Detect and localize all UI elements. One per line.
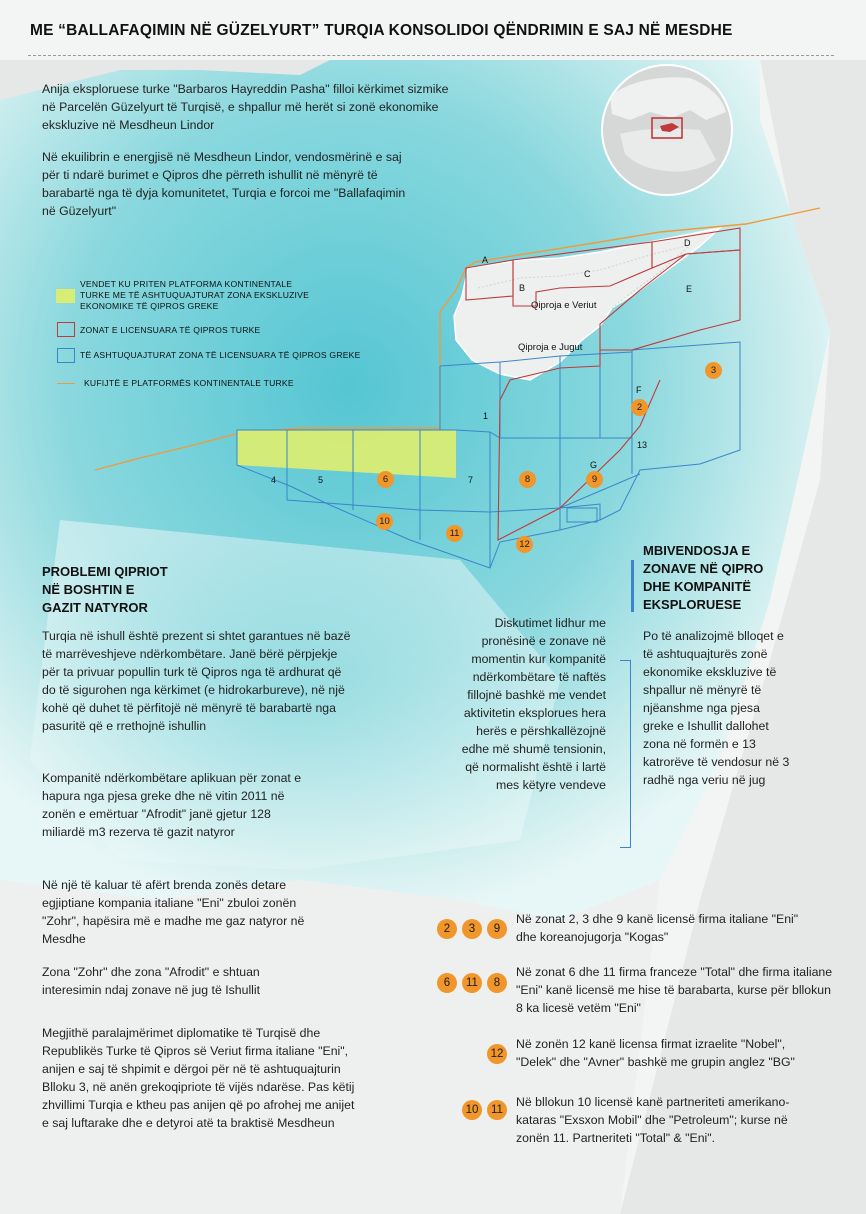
legend-turkish-label: ZONAT E LICENSUARA TË QIPROS TURKE — [80, 325, 261, 335]
label-zone-1: 1 — [483, 411, 489, 421]
label-zone-c: C — [584, 269, 591, 279]
label-zone-e: E — [686, 284, 693, 294]
info-text: Në zonën 12 kanë licensa firmat izraelite "Nobel", "Delek" dhe "Avner" bashkë me grupin anglez "BG" — [516, 1037, 795, 1069]
map-badge-6: 6 — [377, 471, 394, 488]
legend-overlap-label: VENDET KU PRITEN PLATFORMA KONTINENTALE TURKE ME TË ASHTUQUAJTURAT ZONA EKSKLUZIVE EKONOMIKE TË QIPROS GREKE — [80, 279, 310, 311]
info-badge: 9 — [487, 919, 507, 939]
label-south-cyprus: Qiproja e Jugut — [518, 342, 583, 353]
map-badge-9: 9 — [586, 471, 603, 488]
info-text: Në zonat 6 dhe 11 firma franceze "Total" dhe firma italiane "Eni" kanë licensë me hise të barabarta, kurse për bllokun 8 ka licesë vetëm "Eni" — [516, 965, 833, 1015]
info-badge: 6 — [437, 973, 457, 993]
map-badge-11: 11 — [446, 525, 463, 542]
section2-heading: MBIVENDOSJA E ZONAVE NË QIPRO DHE KOMPANITË EKSPLORUESE — [643, 543, 764, 612]
label-zone-7: 7 — [468, 475, 474, 485]
intro-paragraph-2: Në ekuilibrin e energjisë në Mesdheun Lindor, vendosmërinë e saj për ti ndarë burimet e Qipros dhe përreth ishullit në mënyrë të barabartë nga të dyja komunitetet, Turqia e forcoi me "Ballafaqimin në Güzelyurt" — [42, 150, 406, 218]
info-badge: 3 — [462, 919, 482, 939]
legend-turkish-swatch — [57, 322, 75, 337]
info-text: Në zonat 2, 3 dhe 9 kanë licensë firma italiane "Eni" dhe koreanojugorja "Kogas" — [516, 912, 799, 944]
page-title: ME “BALLAFAQIMIN NË GÜZELYURT” TURQIA KONSOLIDOI QËNDRIMIN E SAJ NË MESDHE — [30, 22, 733, 39]
title-divider — [28, 55, 834, 56]
legend-border-label: KUFIJTË E PLATFORMËS KONTINENTALE TURKE — [84, 378, 294, 388]
label-zone-5: 5 — [318, 475, 324, 485]
section1-paragraph-1: Turqia në ishull është prezent si shtet garantues në bazë të marrëveshjeve ndërkombëtare. Janë bërë përpjekje për ta privuar popullin turk të Qipros nga të ardhurat që do të sigurohen nga kërkimet (e hidrokarbureve), në një kohë që duhet të përfitojë në mënyrë të barabartë nga pasuritë që e rrethojnë ishullin — [42, 629, 351, 733]
label-zone-a: A — [482, 255, 489, 265]
info-badge: 11 — [487, 1100, 507, 1120]
section2-accent-bar — [631, 560, 634, 612]
info-badge: 10 — [462, 1100, 482, 1120]
section2-paragraph: Po të analizojmë blloqet e të ashtuquajturës zonë ekonomike ekskluzive të shpallur në mënyrë të njëanshme nga pjesa greke e Ishullit dallohet zona në formën e 13 katrorëve të vendosur në 3 radhë nga veriu në jug — [643, 629, 790, 787]
section1-paragraph-3: Në një të kaluar të afërt brenda zonës detare egjiptiane kompania italiane "Eni" zbuloi zonën "Zohr", hapësira më e madhe me gaz natyror në Mesdhe — [42, 878, 305, 946]
info-badge: 8 — [487, 973, 507, 993]
info-badge: 11 — [462, 973, 482, 993]
info-badge: 2 — [437, 919, 457, 939]
info-badge: 12 — [487, 1044, 507, 1064]
legend-border-swatch — [57, 383, 75, 384]
section1-paragraph-4: Zona "Zohr" dhe zona "Afrodit" e shtuan interesimin ndaj zonave në jug të Ishullit — [42, 965, 261, 997]
label-zone-4: 4 — [271, 475, 277, 485]
section1-heading: PROBLEMI QIPRIOT NË BOSHTIN E GAZIT NATYROR — [42, 564, 168, 615]
label-zone-f: F — [636, 385, 642, 395]
map-badge-3: 3 — [705, 362, 722, 379]
map-badge-10: 10 — [376, 513, 393, 530]
label-north-cyprus: Qiproja e Veriut — [531, 300, 597, 311]
label-zone-13: 13 — [637, 440, 648, 450]
section1-paragraph-2: Kompanitë ndërkombëtare aplikuan për zonat e hapura nga pjesa greke dhe në vitin 2011 në zonën e emërtuar "Afrodit" janë gjetur 128 miliardë m3 rezerva të gazit natyror — [42, 771, 302, 839]
info-text: Në bllokun 10 licensë kanë partneriteti amerikano-kataras "Exsxon Mobil" dhe "Petroleum"; kurse në zonën 11. Partneriteti "Total" & "Eni". — [516, 1095, 790, 1145]
middle-paragraph: Diskutimet lidhur me pronësinë e zonave në momentin kur kompanitë ndërkombëtare të naftës fillojnë bashkë me vendet aktivitetin eksplorues hera herës e përshkallëzojnë edhe më shumë tensionin, që normalisht është i lartë mes këtyre vendeve — [461, 616, 606, 792]
section1-paragraph-5: Megjithë paralajmërimet diplomatike të Turqisë dhe Republikës Turke të Qipros së Veriut firma italiane "Eni", anijen e saj të shpimit e dërgoi për në të ashtuquajturin Blloku 3, në anën grekoqipriote të vijës ndarëse. Pas këtij zhvillimi Turqia e ktheu pas anijen që po afrohej me anijet e saj luftarake dhe e detyroi atë ta braktisë Mesdheun — [42, 1026, 355, 1130]
map-badge-2: 2 — [631, 399, 648, 416]
intro-paragraph-1: Anija eksploruese turke "Barbaros Hayreddin Pasha" filloi kërkimet sizmike në Parcelën Güzelyurt të Turqisë, e shpallur më herët si zonë ekonomike ekskluzive në Mesdheun Lindor — [42, 82, 449, 132]
map-badge-12: 12 — [516, 536, 533, 553]
legend-overlap-swatch — [56, 289, 75, 303]
legend-greek-label: TË ASHTUQUAJTURAT ZONA TË LICENSUARA TË QIPROS GREKE — [80, 350, 361, 360]
middle-text-frame — [620, 660, 631, 848]
label-zone-d: D — [684, 238, 691, 248]
locator-globe — [602, 65, 732, 195]
map-badge-8: 8 — [519, 471, 536, 488]
legend-greek-swatch — [57, 348, 75, 363]
label-zone-g: G — [590, 460, 598, 470]
label-zone-b: B — [519, 283, 526, 293]
